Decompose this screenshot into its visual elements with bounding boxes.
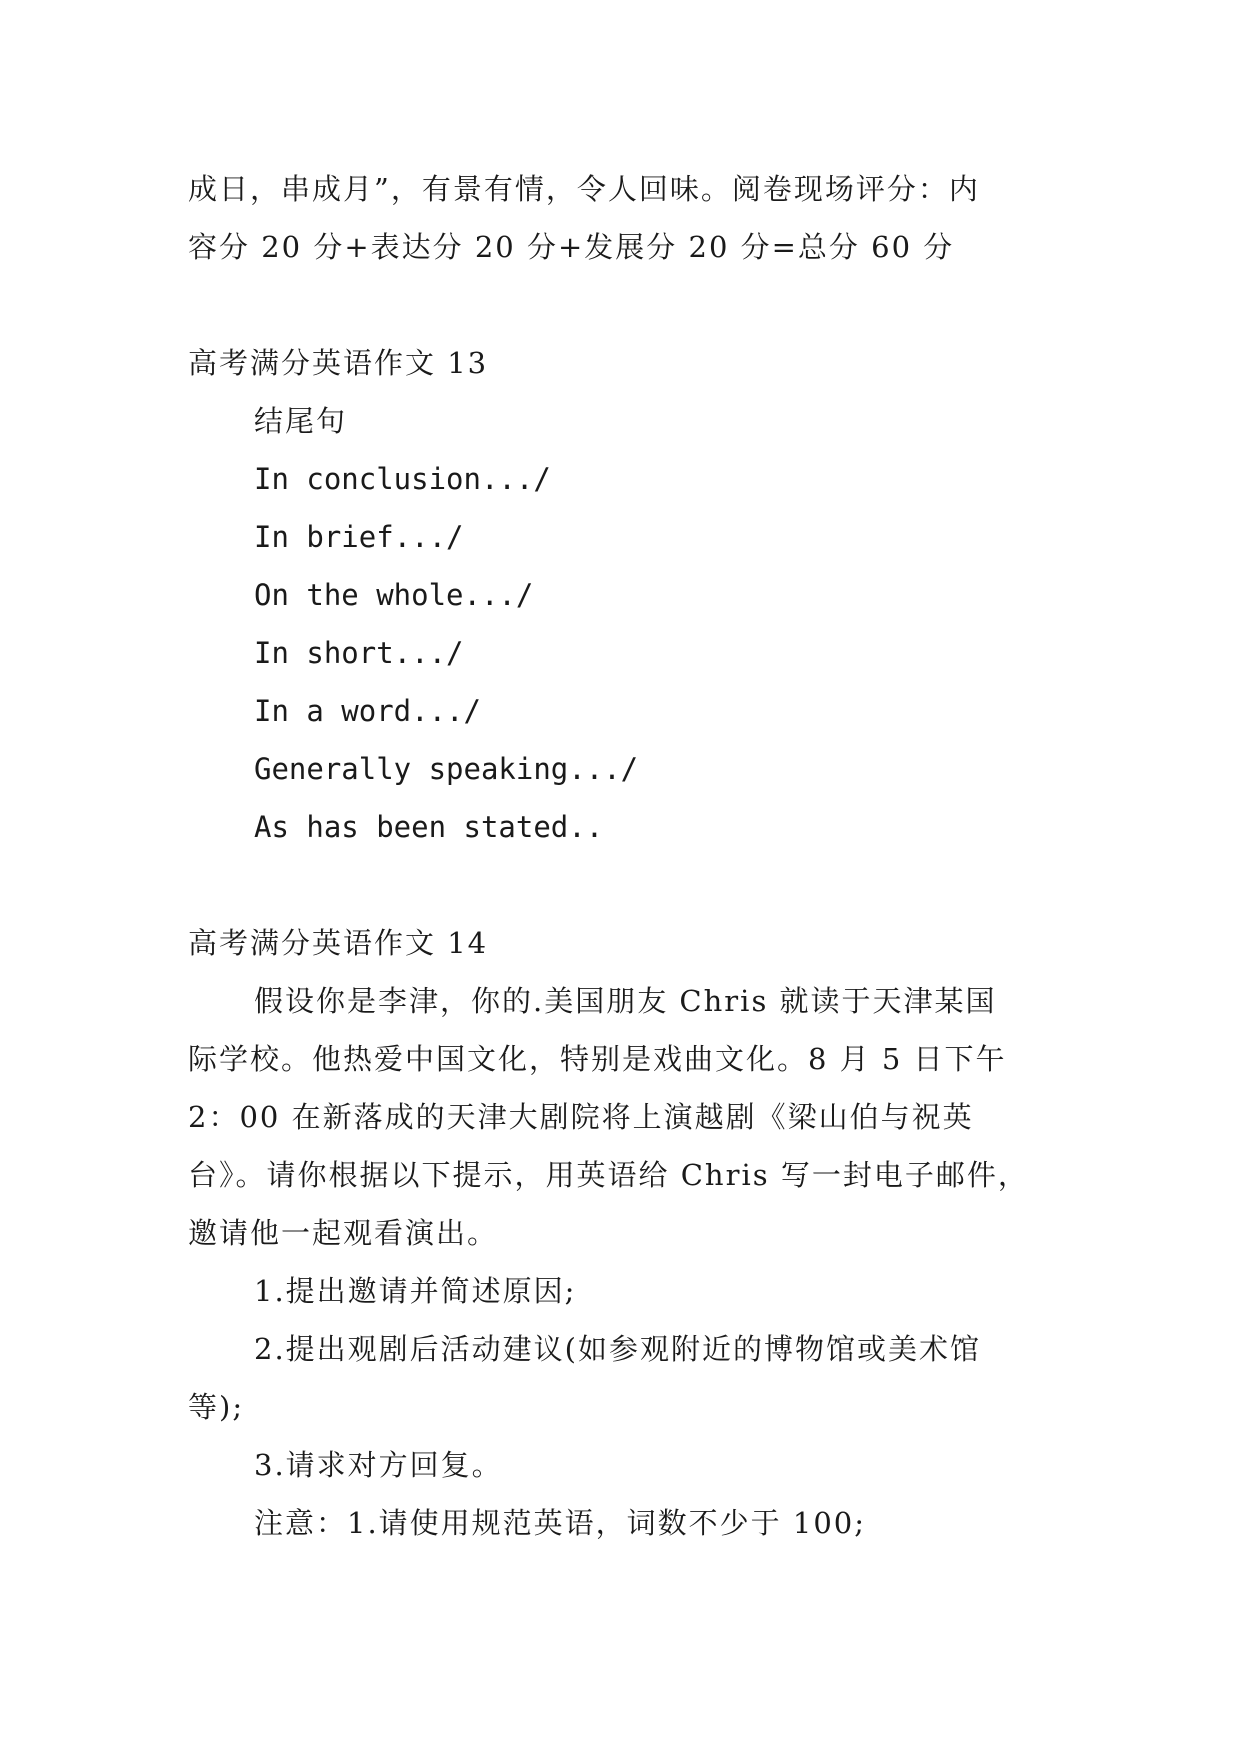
phrase-item: In a word.../ (254, 694, 481, 728)
phrase-item: Generally speaking.../ (254, 752, 639, 786)
paragraph-line: 容分 20 分+表达分 20 分+发展分 20 分=总分 60 分 (188, 230, 955, 264)
phrase-item: On the whole.../ (254, 578, 534, 612)
prompt-line: 台》。请你根据以下提示，用英语给 Chris 写一封电子邮件， (188, 1158, 1029, 1192)
point-2-continued: 等); (188, 1390, 245, 1424)
paragraph-gap (188, 856, 1068, 914)
section-13-heading: 结尾句 (254, 404, 348, 438)
note-line: 注意：1.请使用规范英语，词数不少于 100; (254, 1506, 867, 1540)
document-page (188, 160, 1068, 1552)
point-1: 1.提出邀请并简述原因; (254, 1274, 577, 1308)
phrase-item: In short.../ (254, 636, 464, 670)
paragraph-gap (188, 276, 1068, 334)
section-13-title: 高考满分英语作文 13 (188, 346, 489, 380)
prompt-line: 假设你是李津，你的.美国朋友 Chris 就读于天津某国 (254, 984, 997, 1018)
section-14-title: 高考满分英语作文 14 (188, 926, 489, 960)
prompt-line: 邀请他一起观看演出。 (188, 1216, 499, 1250)
phrase-item: In brief.../ (254, 520, 464, 554)
point-2: 2.提出观剧后活动建议(如参观附近的博物馆或美术馆 (254, 1332, 981, 1366)
phrase-item: As has been stated.. (254, 810, 604, 844)
paragraph-line: 成日，串成月”，有景有情，令人回味。阅卷现场评分：内 (188, 172, 980, 206)
point-3: 3.请求对方回复。 (254, 1448, 503, 1482)
prompt-line: 2：00 在新落成的天津大剧院将上演越剧《梁山伯与祝英 (188, 1100, 974, 1134)
phrase-item: In conclusion.../ (254, 462, 551, 496)
prompt-line: 际学校。他热爱中国文化，特别是戏曲文化。8 月 5 日下午 (188, 1042, 1007, 1076)
